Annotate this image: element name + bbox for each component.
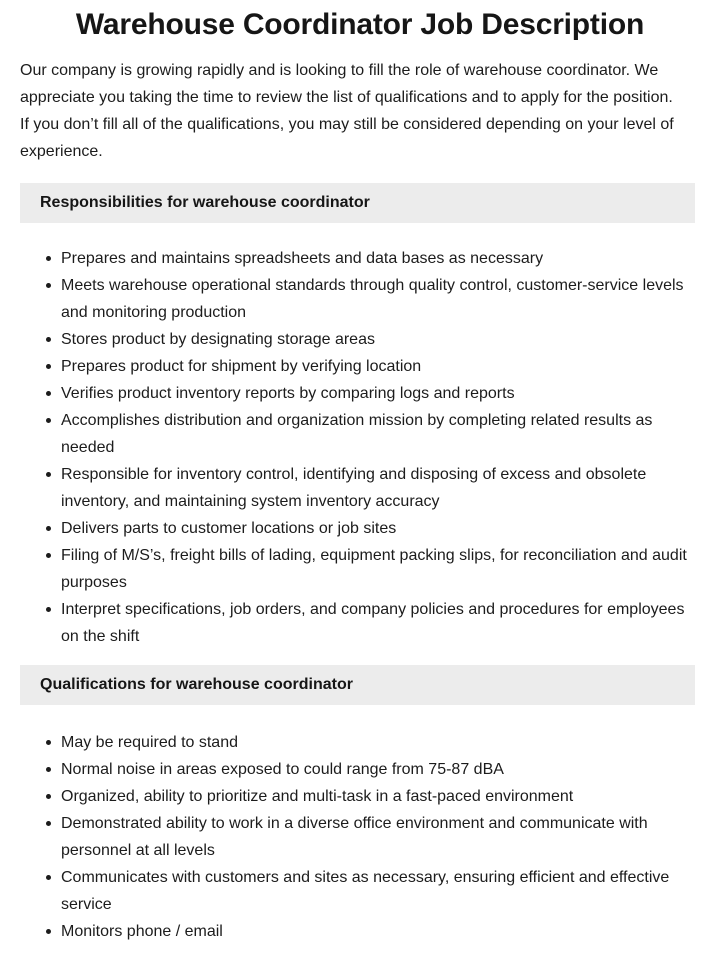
section-header-responsibilities: [20, 183, 695, 223]
list-item: Accomplishes distribution and organization mission by completing related results as needed: [61, 407, 692, 461]
list-item: May be required to stand: [61, 729, 692, 756]
page-title: Warehouse Coordinator Job Description: [75, 8, 645, 41]
list-item: Demonstrated ability to work in a diverse office environment and communicate with personnel at all levels: [61, 810, 692, 864]
list-item: Organized, ability to prioritize and multi-task in a fast-paced environment: [61, 783, 692, 810]
list-item: Meets warehouse operational standards through quality control, customer-service levels and monitoring production: [61, 272, 692, 326]
list-item: Responsible for inventory control, identifying and disposing of excess and obsolete inventory, and maintaining system inventory accuracy: [61, 461, 692, 515]
list-item: Communicates with customers and sites as necessary, ensuring efficient and effective service: [61, 864, 692, 918]
qualifications-list: [0, 729, 720, 945]
list-item: Verifies product inventory reports by comparing logs and reports: [61, 380, 692, 407]
list-item: Monitors phone / email: [61, 918, 692, 945]
section-heading: Responsibilities for warehouse coordinator: [40, 194, 370, 211]
list-item: Filing of M/S’s, freight bills of lading, equipment packing slips, for reconciliation and audit purposes: [61, 542, 692, 596]
responsibilities-list: [0, 245, 720, 650]
list-item: Prepares product for shipment by verifying location: [61, 353, 692, 380]
list-item: Normal noise in areas exposed to could range from 75-87 dBA: [61, 756, 692, 783]
section-heading: Qualifications for warehouse coordinator: [40, 676, 353, 693]
list-item: Delivers parts to customer locations or job sites: [61, 515, 692, 542]
intro-paragraph: Our company is growing rapidly and is looking to fill the role of warehouse coordinator. We appreciate you taking the time to review the list of qualifications and to apply for the position. If you don’t fill all of the qualifications, you may still be considered depending on your level of experience.: [20, 62, 674, 160]
list-item: Stores product by designating storage areas: [61, 326, 692, 353]
list-item: Prepares and maintains spreadsheets and data bases as necessary: [61, 245, 692, 272]
section-header-qualifications: [20, 665, 695, 705]
list-item: Interpret specifications, job orders, and company policies and procedures for employees on the shift: [61, 596, 692, 650]
